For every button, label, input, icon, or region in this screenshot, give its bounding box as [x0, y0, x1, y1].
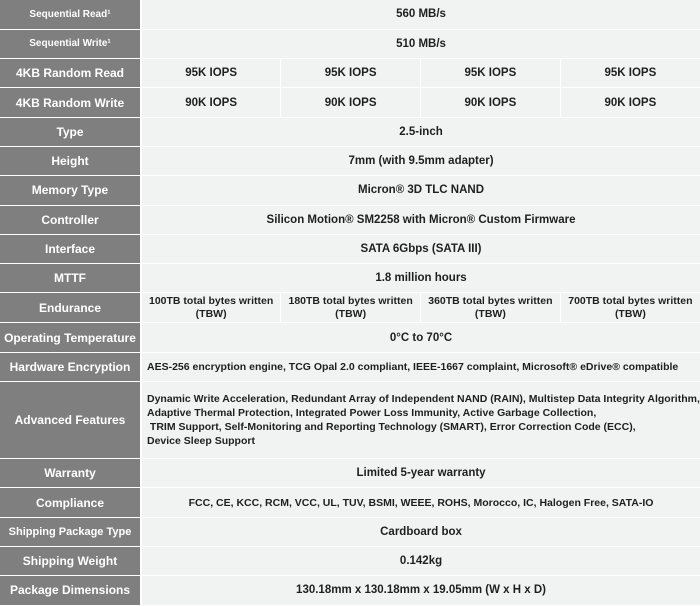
- spec-value: 0.142kg: [141, 546, 700, 575]
- spec-label: Sequential Read¹: [0, 0, 141, 29]
- spec-label: Type: [0, 117, 141, 146]
- spec-value: [281, 293, 421, 323]
- spec-label: Controller: [0, 205, 141, 234]
- spec-row-compliance: [0, 488, 700, 517]
- spec-value: 90K IOPS: [560, 88, 700, 117]
- spec-value-line: Adaptive Thermal Protection, Integrated Power Loss Immunity, Active Garbage Collection,: [147, 407, 597, 420]
- spec-label: Operating Temperature: [0, 323, 141, 352]
- spec-value: SATA 6Gbps (SATA III): [141, 234, 700, 263]
- spec-label: Interface: [0, 234, 141, 263]
- spec-value: 95K IOPS: [141, 59, 281, 88]
- spec-row-endurance: [0, 293, 700, 323]
- spec-value: 7mm (with 9.5mm adapter): [141, 146, 700, 175]
- spec-label: MTTF: [0, 264, 141, 293]
- spec-value: 2.5-inch: [141, 117, 700, 146]
- spec-value: [560, 293, 700, 323]
- spec-value-line: 180TB total bytes written: [288, 294, 413, 307]
- spec-value-line: (TBW): [614, 307, 646, 320]
- spec-value: [141, 293, 281, 323]
- spec-label: Shipping Package Type: [0, 517, 141, 546]
- spec-label: Warranty: [0, 459, 141, 488]
- spec-value: Silicon Motion® SM2258 with Micron® Custom Firmware: [141, 205, 700, 234]
- spec-value: AES-256 encryption engine, TCG Opal 2.0 compliant, IEEE-1667 complaint, Microsoft® eDrive® compatible: [141, 352, 700, 381]
- spec-row-type: [0, 117, 700, 146]
- spec-label: Endurance: [0, 293, 141, 323]
- spec-value-line: 700TB total bytes written: [568, 294, 693, 307]
- spec-row-hardware-encryption: [0, 352, 700, 381]
- spec-row-package-dimensions: [0, 576, 700, 605]
- spec-label: Compliance: [0, 488, 141, 517]
- spec-value-line: Dynamic Write Acceleration, Redundant Array of Independent NAND (RAIN), Multistep Data Integrity Algorithm,: [147, 393, 700, 406]
- spec-value: 95K IOPS: [560, 59, 700, 88]
- spec-row-sequential-write: [0, 29, 700, 58]
- spec-value: 95K IOPS: [281, 59, 421, 88]
- spec-label: 4KB Random Read: [0, 59, 141, 88]
- spec-value: 510 MB/s: [141, 29, 700, 58]
- spec-value-line: Device Sleep Support: [147, 435, 255, 448]
- spec-row-interface: [0, 234, 700, 263]
- spec-row-random-read: [0, 59, 700, 88]
- spec-label: Package Dimensions: [0, 576, 141, 605]
- spec-value: [141, 382, 700, 459]
- spec-value: Micron® 3D TLC NAND: [141, 176, 700, 205]
- spec-row-controller: [0, 205, 700, 234]
- spec-value: 560 MB/s: [141, 0, 700, 29]
- spec-value-line: 360TB total bytes written: [428, 294, 553, 307]
- spec-value-line: 100TB total bytes written: [148, 294, 274, 307]
- spec-value: 90K IOPS: [281, 88, 421, 117]
- spec-label: 4KB Random Write: [0, 88, 141, 117]
- spec-label: Height: [0, 146, 141, 175]
- spec-value-line: (TBW): [474, 307, 506, 320]
- spec-value: 90K IOPS: [141, 88, 281, 117]
- spec-value-line: (TBW): [195, 307, 227, 320]
- spec-row-operating-temperature: [0, 323, 700, 352]
- spec-label: Hardware Encryption: [0, 352, 141, 381]
- spec-label: Sequential Write¹: [0, 29, 141, 58]
- spec-row-shipping-weight: [0, 546, 700, 575]
- spec-row-shipping-package-type: [0, 517, 700, 546]
- spec-value: [421, 293, 561, 323]
- spec-value: 1.8 million hours: [141, 264, 700, 293]
- spec-value: Limited 5-year warranty: [141, 459, 700, 488]
- spec-label: Advanced Features: [0, 382, 141, 459]
- spec-label: Memory Type: [0, 176, 141, 205]
- spec-value: FCC, CE, KCC, RCM, VCC, UL, TUV, BSMI, WEEE, ROHS, Morocco, IC, Halogen Free, SATA-IO: [141, 488, 700, 517]
- spec-value: 90K IOPS: [421, 88, 561, 117]
- spec-row-height: [0, 146, 700, 175]
- spec-value: 130.18mm x 130.18mm x 19.05mm (W x H x D): [141, 576, 700, 605]
- spec-value: Cardboard box: [141, 517, 700, 546]
- spec-value-line: TRIM Support, Self-Monitoring and Reporting Technology (SMART), Error Correction Code (ECC),: [147, 421, 636, 434]
- spec-label: Shipping Weight: [0, 546, 141, 575]
- spec-value: 0°C to 70°C: [141, 323, 700, 352]
- spec-row-random-write: [0, 88, 700, 117]
- spec-row-memory-type: [0, 176, 700, 205]
- spec-row-advanced-features: [0, 382, 700, 459]
- spec-value: 95K IOPS: [421, 59, 561, 88]
- spec-value-line: (TBW): [335, 307, 367, 320]
- spec-row-warranty: [0, 459, 700, 488]
- spec-row-sequential-read: [0, 0, 700, 29]
- spec-row-mttf: [0, 264, 700, 293]
